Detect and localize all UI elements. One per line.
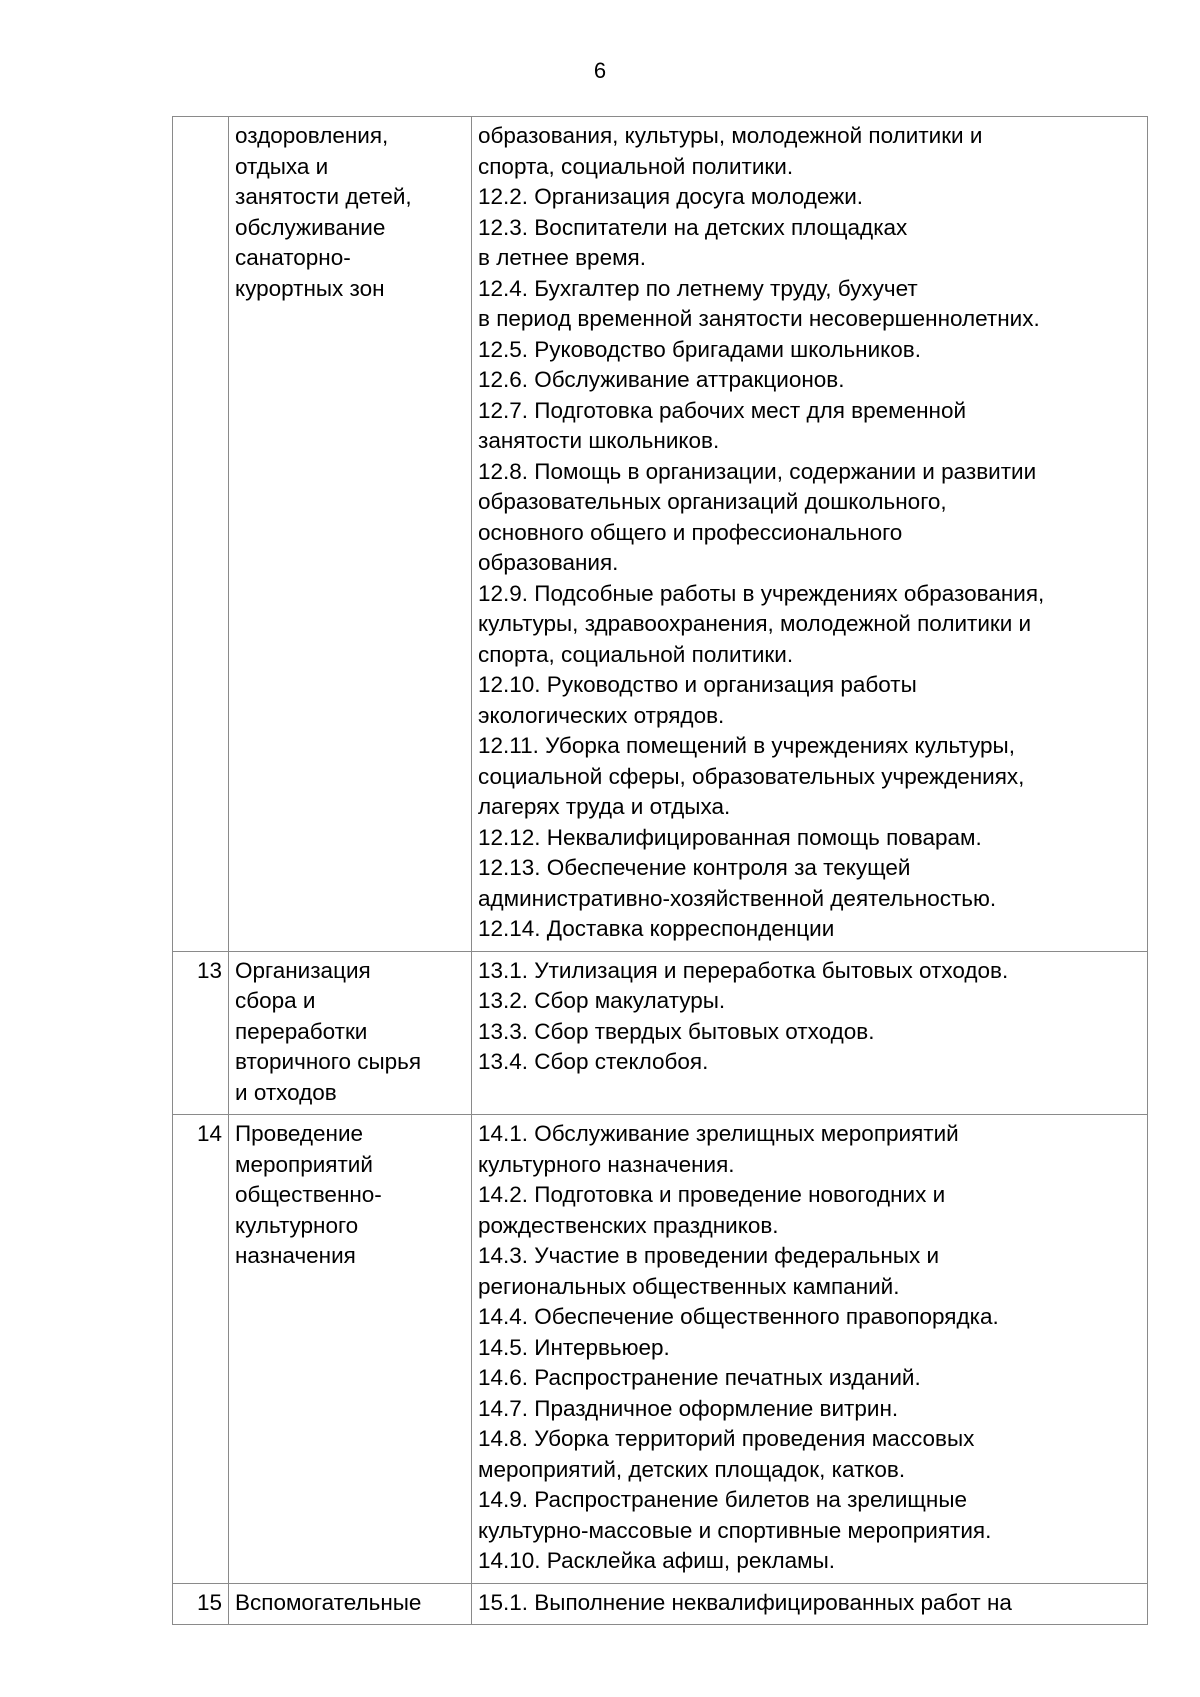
work-type-line: отдыха и: [235, 153, 329, 179]
work-item-line: спорта, социальной политики.: [478, 641, 794, 667]
work-item-line: 12.5. Руководство бригадами школьников.: [478, 336, 921, 362]
work-type-line: культурного: [235, 1212, 359, 1238]
work-items-cell: [472, 1583, 1148, 1625]
work-type-line: переработки: [235, 1018, 368, 1044]
work-type-line: мероприятий: [235, 1151, 373, 1177]
work-item-line: 15.1. Выполнение неквалифицированных работ на: [478, 1589, 1012, 1615]
table-row: [173, 1115, 1148, 1584]
work-item-line: 12.4. Бухгалтер по летнему труду, бухучет: [478, 275, 918, 301]
work-item-line: 13.3. Сбор твердых бытовых отходов.: [478, 1018, 875, 1044]
work-item-line: спорта, социальной политики.: [478, 153, 794, 179]
work-type-line: санаторно-: [235, 245, 351, 270]
work-type-line: оздоровления,: [235, 123, 389, 148]
work-item-line: 14.4. Обеспечение общественного правопорядка.: [478, 1304, 999, 1329]
work-type-line: обслуживание: [235, 214, 386, 240]
work-item-line: 12.13. Обеспечение контроля за текущей: [478, 855, 911, 880]
work-items-cell: [472, 117, 1148, 952]
table-row: [173, 1583, 1148, 1625]
work-item-line: 12.6. Обслуживание аттракционов.: [478, 367, 845, 392]
work-item-line: административно-хозяйственной деятельностью.: [478, 885, 997, 911]
work-type-line: общественно-: [235, 1182, 382, 1207]
work-item-line: основного общего и профессионального: [478, 519, 903, 545]
work-type-cell: [229, 951, 472, 1115]
page-number: 6: [593, 58, 607, 83]
work-item-line: в летнее время.: [478, 245, 646, 270]
work-type-line: сбора и: [235, 988, 316, 1013]
table-row: [173, 117, 1148, 952]
work-item-line: культуры, здравоохранения, молодежной политики и: [478, 611, 1032, 636]
work-type-line: Проведение: [235, 1121, 364, 1146]
work-item-line: рождественских праздников.: [478, 1212, 779, 1238]
work-item-line: 12.10. Руководство и организация работы: [478, 672, 917, 697]
work-type-line: занятости детей,: [235, 184, 412, 209]
work-items-cell: [472, 951, 1148, 1115]
work-item-line: 12.7. Подготовка рабочих мест для временной: [478, 397, 967, 423]
work-type-line: курортных зон: [235, 275, 385, 301]
work-item-line: 13.2. Сбор макулатуры.: [478, 988, 726, 1013]
work-type-line: вторичного сырья: [235, 1049, 422, 1074]
work-item-line: 13.1. Утилизация и переработка бытовых отходов.: [478, 957, 1009, 983]
work-item-line: 12.11. Уборка помещений в учреждениях культуры,: [478, 733, 1015, 758]
work-item-line: 14.2. Подготовка и проведение новогодних и: [478, 1182, 946, 1207]
work-type-line: Вспомогательные: [235, 1589, 422, 1615]
row-number: 15: [196, 1589, 222, 1615]
work-type-line: назначения: [235, 1243, 356, 1268]
work-item-line: 14.10. Расклейка афиш, рекламы.: [478, 1548, 836, 1573]
works-table-body: [173, 117, 1148, 1625]
work-item-line: 14.6. Распространение печатных изданий.: [478, 1365, 921, 1390]
work-item-line: 12.8. Помощь в организации, содержании и развитии: [478, 458, 1037, 484]
work-item-line: 14.7. Праздничное оформление витрин.: [478, 1395, 899, 1421]
work-item-line: 12.12. Неквалифицированная помощь поварам.: [478, 824, 982, 850]
works-table: [172, 116, 1148, 1625]
work-item-line: 14.9. Распространение билетов на зрелищные: [478, 1487, 968, 1512]
work-items-cell: [472, 1115, 1148, 1584]
work-item-line: социальной сферы, образовательных учреждениях,: [478, 763, 1025, 789]
work-item-line: 13.4. Сбор стеклобоя.: [478, 1049, 709, 1074]
row-number-cell: [173, 117, 229, 952]
work-type-line: и отходов: [235, 1079, 337, 1105]
work-item-line: 12.3. Воспитатели на детских площадках: [478, 214, 908, 240]
work-item-line: мероприятий, детских площадок, катков.: [478, 1456, 906, 1482]
work-item-line: 14.5. Интервьюер.: [478, 1334, 670, 1360]
work-type-cell: [229, 1583, 472, 1625]
work-item-line: в период временной занятости несовершеннолетних.: [478, 306, 1040, 331]
work-type-line: Организация: [235, 957, 371, 983]
row-number-cell: [173, 1583, 229, 1625]
work-item-line: экологических отрядов.: [478, 702, 725, 728]
work-item-line: занятости школьников.: [478, 428, 720, 453]
work-item-line: культурного назначения.: [478, 1151, 735, 1177]
work-item-line: 12.2. Организация досуга молодежи.: [478, 184, 864, 209]
work-item-line: 12.14. Доставка корреспонденции: [478, 916, 835, 941]
row-number: 14: [196, 1121, 222, 1146]
work-item-line: 14.8. Уборка территорий проведения массовых: [478, 1426, 975, 1451]
work-item-line: культурно-массовые и спортивные мероприятия.: [478, 1517, 992, 1543]
work-item-line: региональных общественных кампаний.: [478, 1273, 900, 1299]
work-item-line: лагерях труда и отдыха.: [478, 794, 731, 819]
work-item-line: образовательных организаций дошкольного,: [478, 489, 947, 514]
row-number-cell: [173, 1115, 229, 1584]
work-item-line: 12.9. Подсобные работы в учреждениях образования,: [478, 580, 1045, 606]
work-item-line: 14.1. Обслуживание зрелищных мероприятий: [478, 1121, 959, 1146]
work-item-line: 14.3. Участие в проведении федеральных и: [478, 1243, 940, 1268]
work-item-line: образования.: [478, 550, 619, 575]
work-type-cell: [229, 117, 472, 952]
row-number: 13: [196, 957, 222, 983]
row-number-cell: [173, 951, 229, 1115]
table-row: [173, 951, 1148, 1115]
work-type-cell: [229, 1115, 472, 1584]
work-item-line: образования, культуры, молодежной политики и: [478, 123, 983, 148]
